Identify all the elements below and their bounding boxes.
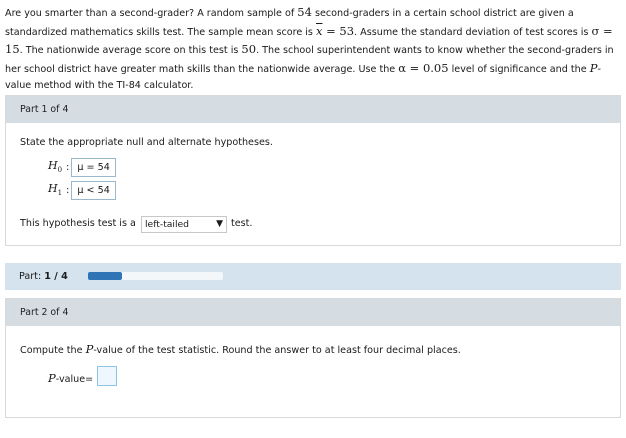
test-type-value: left-tailed <box>145 219 190 230</box>
part1-header: Part 1 of 4 <box>6 96 620 123</box>
problem-statement <box>5 4 617 95</box>
test-type-prefix: This hypothesis test is a <box>20 218 136 229</box>
progress-label: Part: 1 / 4 <box>19 271 68 282</box>
alt-hypothesis-row <box>48 181 116 199</box>
problem-text: . The nationwide average score on this test is <box>19 45 242 56</box>
test-type-select[interactable] <box>141 216 227 233</box>
problem-text: level of significance and the <box>448 63 590 75</box>
progress-section <box>5 263 621 290</box>
part1-instruction: State the appropriate null and alternate hypotheses. <box>20 137 273 148</box>
problem-text: second-graders in a certain school district are given a standardized mathematics skills test. The sample mean score is <box>5 8 574 38</box>
problem-text: . Assume the standard deviation of test scores is <box>354 26 592 38</box>
significance-level: α = 0.05 <box>398 60 449 75</box>
xbar-symbol: $\overline{x}$ <box>315 23 323 38</box>
p-value-input[interactable] <box>97 366 117 386</box>
problem-text: -value method with the TI-84 calculator. <box>5 63 601 91</box>
colon: : <box>66 184 70 196</box>
progress-fill <box>88 272 122 280</box>
test-type-suffix: test. <box>231 218 253 229</box>
p-symbol: P <box>589 60 598 75</box>
problem-text: . The school superintendent wants to know whether the second-graders in her school district have greater math skills than the nationwide average. Use the <box>5 45 614 75</box>
sample-mean: = 53 <box>322 23 355 38</box>
sample-size: 54 <box>297 5 312 19</box>
colon: : <box>66 161 70 173</box>
part2-header: Part 2 of 4 <box>6 299 620 326</box>
h0-symbol: $H_0$ <box>48 159 63 175</box>
null-hypothesis-field[interactable]: μ = 54 <box>71 158 115 177</box>
dropdown-arrow-icon: ▼ <box>216 219 223 229</box>
nationwide-average: 50 <box>241 42 257 56</box>
h1-symbol: $H_1$ <box>48 182 63 198</box>
part2-panel <box>5 298 621 418</box>
part1-panel <box>5 95 621 246</box>
progress-track <box>88 272 223 280</box>
null-hypothesis-row <box>48 158 116 176</box>
alt-hypothesis-field[interactable]: μ < 54 <box>71 181 115 200</box>
p-value-label: P-value= <box>48 371 94 385</box>
problem-text: Are you smarter than a second-grader? A random sample of <box>5 8 298 19</box>
part2-instruction: Compute the P-value of the test statistic. Round the answer to at least four decimal places. <box>20 342 461 356</box>
std-deviation: σ = 15 <box>5 23 613 56</box>
